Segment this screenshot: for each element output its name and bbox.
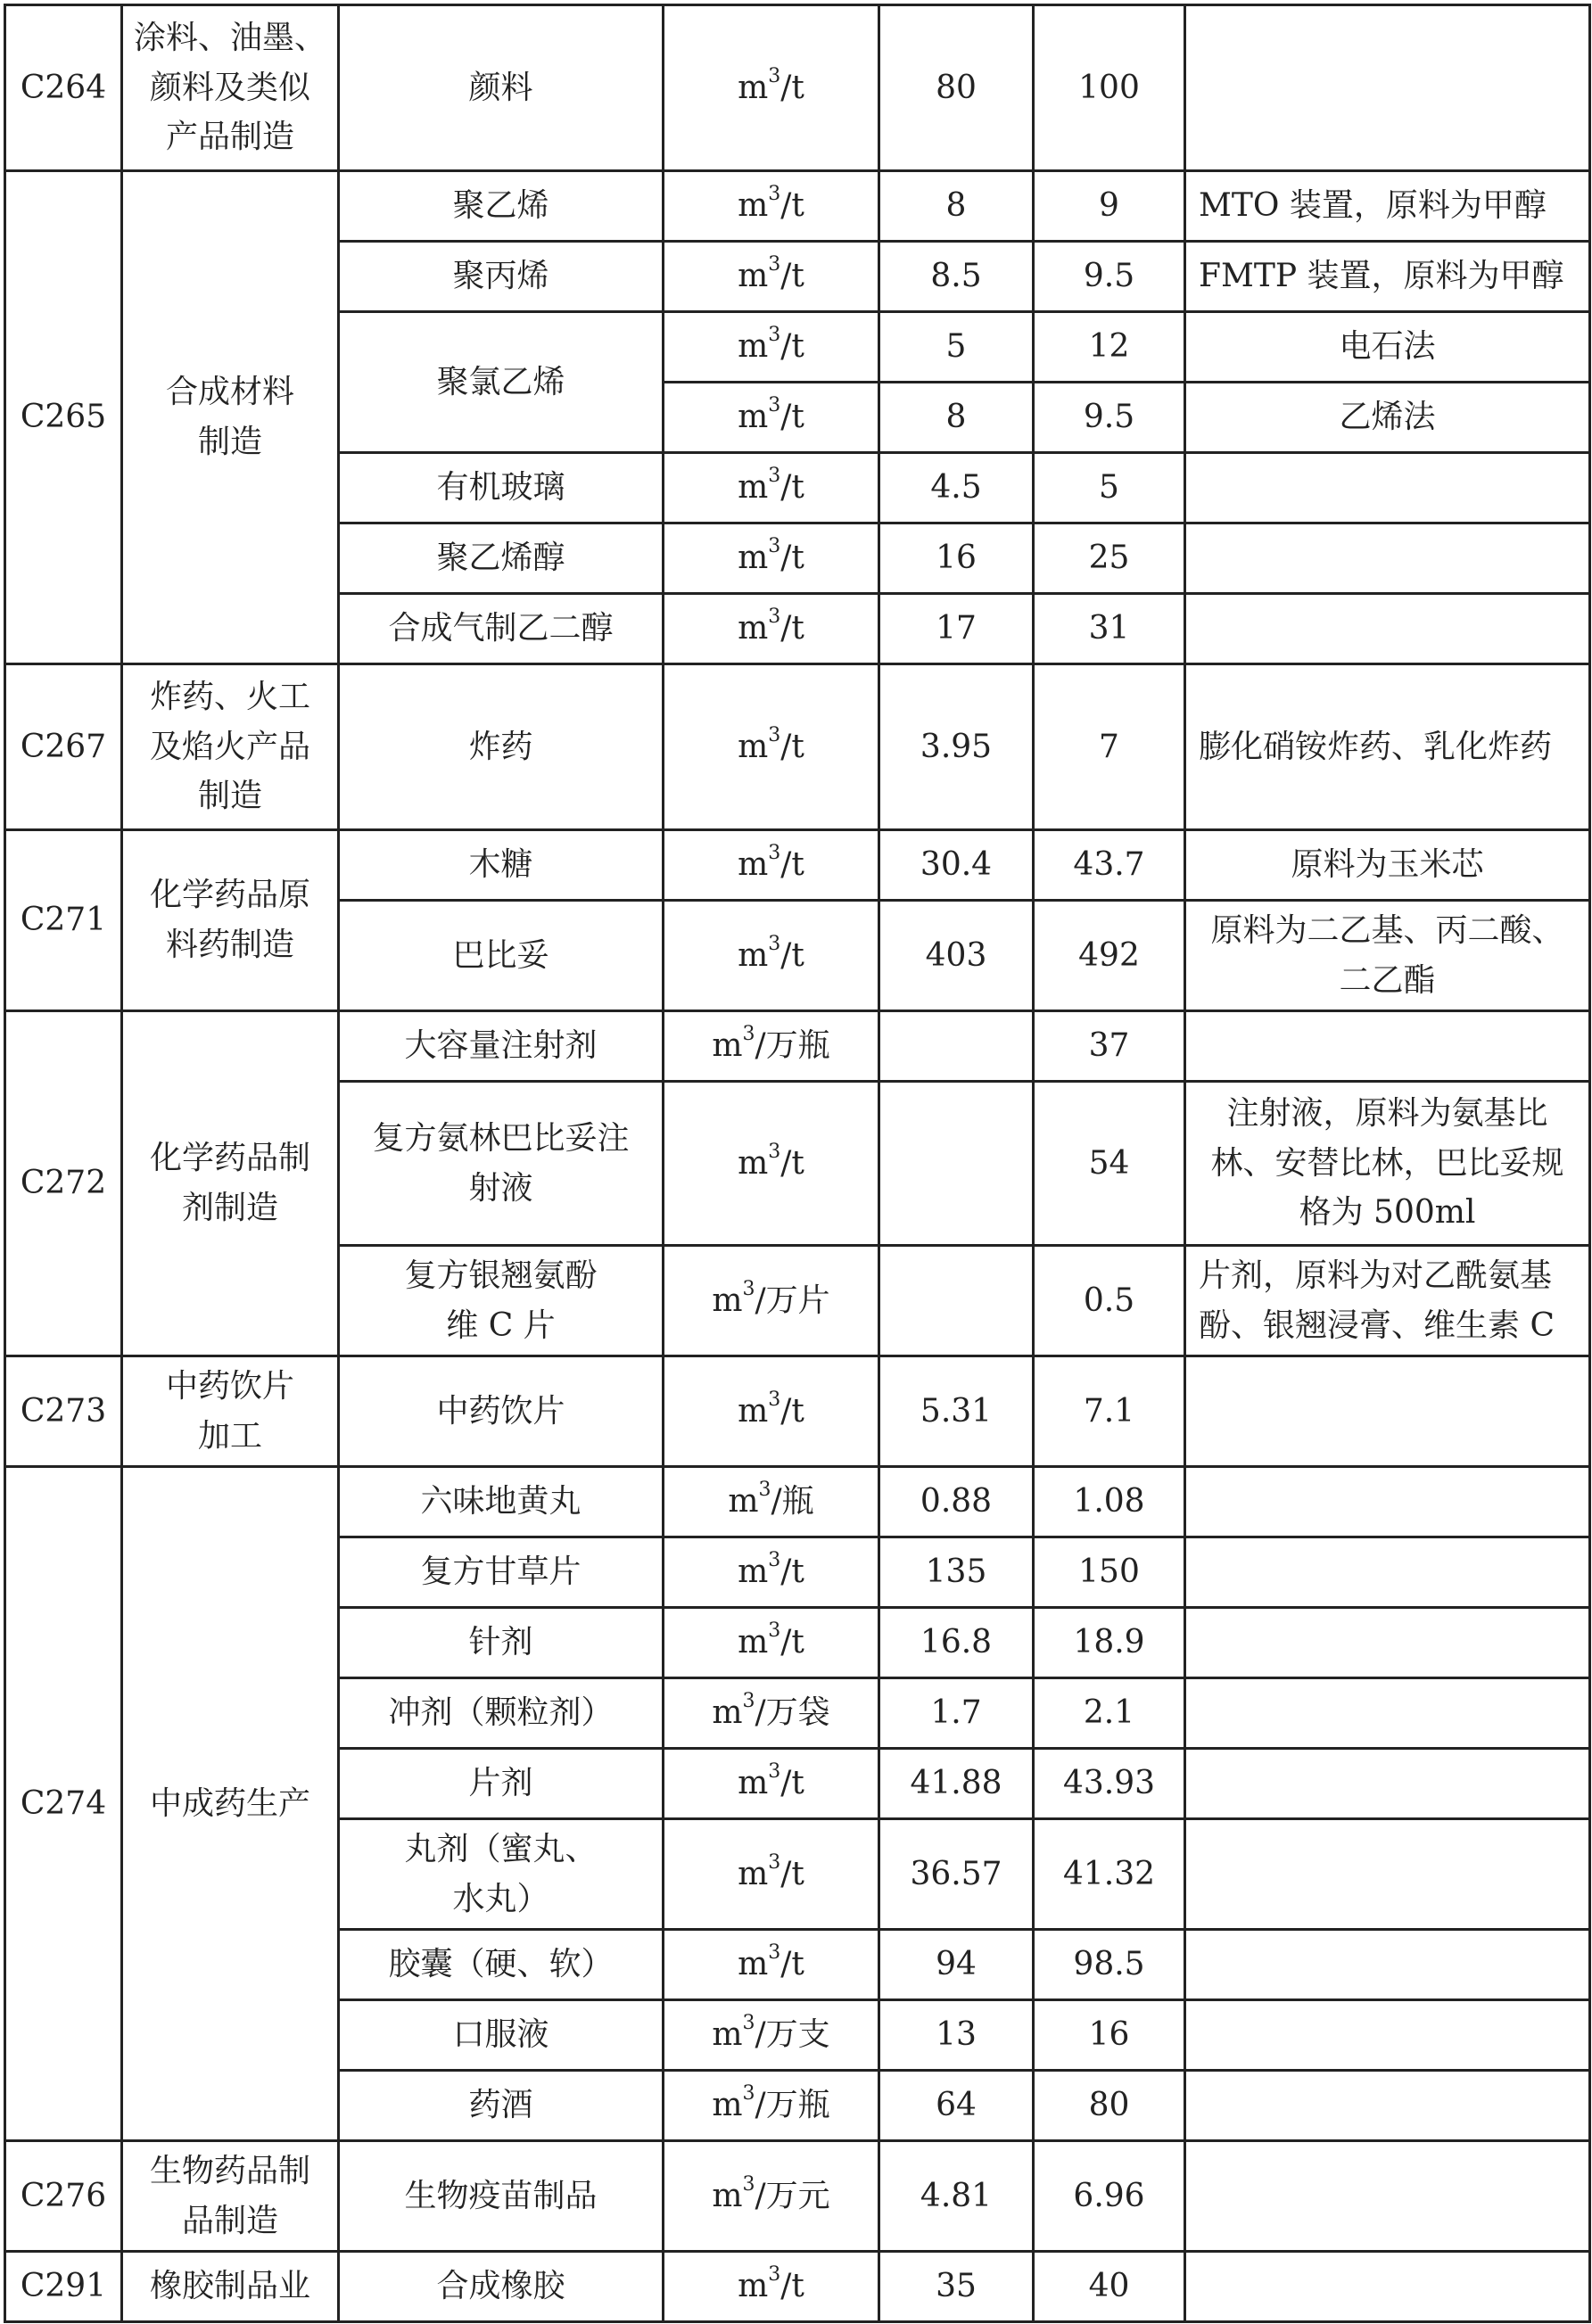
- product-name: 复方氨林巴比妥注 射液: [339, 1082, 664, 1246]
- general-value: 9.5: [1034, 383, 1185, 453]
- industry-code: C272: [5, 1011, 122, 1356]
- unit: $m^3/$万元: [712, 2172, 830, 2214]
- unit: $m^3/t$: [738, 465, 804, 507]
- general-value: 98.5: [1034, 1930, 1185, 2000]
- table-row: [5, 171, 1590, 242]
- advanced-value: 0.88: [879, 1467, 1034, 1537]
- industry-code: C291: [5, 2252, 122, 2322]
- unit-cell: [664, 2252, 879, 2322]
- advanced-value: 16: [879, 523, 1034, 594]
- general-value: 43.7: [1034, 830, 1185, 901]
- unit-cell: [664, 1246, 879, 1356]
- unit-cell: [664, 1819, 879, 1930]
- advanced-value: 403: [879, 901, 1034, 1011]
- general-value: 1.08: [1034, 1467, 1185, 1537]
- note-cell: [1185, 2071, 1590, 2141]
- advanced-value: 36.57: [879, 1819, 1034, 1930]
- industry-name: 生物药品制 品制造: [122, 2141, 339, 2252]
- unit-cell: [664, 1930, 879, 2000]
- industry-name: 化学药品原 料药制造: [122, 830, 339, 1011]
- unit: $m^3/t$: [738, 723, 804, 765]
- table-row: [5, 1011, 1590, 1082]
- unit-cell: [664, 523, 879, 594]
- unit-cell: [664, 171, 879, 242]
- unit: $m^3/t$: [738, 253, 804, 295]
- general-value: 100: [1034, 5, 1185, 171]
- unit-cell: [664, 1678, 879, 1749]
- industry-code: C273: [5, 1356, 122, 1467]
- advanced-value: 135: [879, 1537, 1034, 1608]
- product-name: 巴比妥: [339, 901, 664, 1011]
- note-cell: [1185, 2252, 1590, 2322]
- note-cell: 原料为二乙基、丙二酸、 二乙酯: [1185, 901, 1590, 1011]
- note-cell: 电石法: [1185, 312, 1590, 383]
- note-cell: MTO 装置，原料为甲醇: [1185, 171, 1590, 242]
- note-cell: [1185, 2000, 1590, 2071]
- general-value: 492: [1034, 901, 1185, 1011]
- product-name: 药酒: [339, 2071, 664, 2141]
- general-value: 150: [1034, 1537, 1185, 1608]
- unit: $m^3/t$: [738, 1140, 804, 1182]
- table-row: [5, 5, 1590, 171]
- industry-code: C276: [5, 2141, 122, 2252]
- general-value: 18.9: [1034, 1608, 1185, 1678]
- advanced-value: 35: [879, 2252, 1034, 2322]
- advanced-value: 16.8: [879, 1608, 1034, 1678]
- unit: $m^3/t$: [738, 324, 804, 366]
- unit-cell: [664, 2071, 879, 2141]
- table-row: [5, 664, 1590, 830]
- unit-cell: [664, 453, 879, 523]
- general-value: 7: [1034, 664, 1185, 830]
- unit: $m^3/t$: [738, 1941, 804, 1983]
- note-cell: 乙烯法: [1185, 383, 1590, 453]
- general-value: 0.5: [1034, 1246, 1185, 1356]
- product-name: 生物疫苗制品: [339, 2141, 664, 2252]
- table-row: [5, 2141, 1590, 2252]
- advanced-value: 13: [879, 2000, 1034, 2071]
- industry-name: 中成药生产: [122, 1467, 339, 2141]
- note-cell: [1185, 453, 1590, 523]
- general-value: 12: [1034, 312, 1185, 383]
- industry-code: C264: [5, 5, 122, 171]
- unit-cell: [664, 242, 879, 312]
- unit-cell: [664, 1608, 879, 1678]
- unit: $m^3/t$: [738, 535, 804, 577]
- unit-cell: [664, 2141, 879, 2252]
- unit: $m^3/$万袋: [712, 1690, 830, 1732]
- unit-cell: [664, 1749, 879, 1819]
- unit-cell: [664, 1082, 879, 1246]
- unit-cell: [664, 901, 879, 1011]
- general-value: 41.32: [1034, 1819, 1185, 1930]
- table-row: [5, 2252, 1590, 2322]
- industry-code: C265: [5, 171, 122, 664]
- industry-name: 中药饮片 加工: [122, 1356, 339, 1467]
- general-value: 80: [1034, 2071, 1185, 2141]
- general-value: 37: [1034, 1011, 1185, 1082]
- product-name: 聚氯乙烯: [339, 312, 664, 453]
- unit-cell: [664, 830, 879, 901]
- advanced-value: 17: [879, 594, 1034, 664]
- industry-name: 化学药品制 剂制造: [122, 1011, 339, 1356]
- unit-cell: [664, 594, 879, 664]
- note-cell: [1185, 1537, 1590, 1608]
- product-name: 胶囊（硬、软）: [339, 1930, 664, 2000]
- general-value: 31: [1034, 594, 1185, 664]
- general-value: 16: [1034, 2000, 1185, 2071]
- note-cell: [1185, 1608, 1590, 1678]
- water-quota-table: [4, 4, 1591, 2323]
- note-cell: 膨化硝铵炸药、乳化炸药: [1185, 664, 1590, 830]
- note-cell: 原料为玉米芯: [1185, 830, 1590, 901]
- unit: $m^3/$万支: [712, 2012, 830, 2054]
- unit: $m^3/t$: [738, 183, 804, 225]
- product-name: 片剂: [339, 1749, 664, 1819]
- industry-name: 涂料、油墨、 颜料及类似 产品制造: [122, 5, 339, 171]
- product-name: 复方银翘氨酚 维 C 片: [339, 1246, 664, 1356]
- advanced-value: 41.88: [879, 1749, 1034, 1819]
- note-cell: [1185, 1467, 1590, 1537]
- industry-name: 合成材料 制造: [122, 171, 339, 664]
- product-name: 丸剂（蜜丸、 水丸）: [339, 1819, 664, 1930]
- product-name: 口服液: [339, 2000, 664, 2071]
- product-name: 六味地黄丸: [339, 1467, 664, 1537]
- advanced-value: 8.5: [879, 242, 1034, 312]
- note-cell: [1185, 1749, 1590, 1819]
- unit-cell: [664, 312, 879, 383]
- general-value: 9: [1034, 171, 1185, 242]
- unit: $m^3/t$: [738, 394, 804, 436]
- advanced-value: 80: [879, 5, 1034, 171]
- note-cell: [1185, 1678, 1590, 1749]
- industry-code: C267: [5, 664, 122, 830]
- unit: $m^3/t$: [738, 842, 804, 884]
- unit-cell: [664, 2000, 879, 2071]
- table-body: [5, 5, 1590, 2322]
- note-cell: [1185, 1011, 1590, 1082]
- unit: $m^3/t$: [738, 1760, 804, 1802]
- unit: $m^3/t$: [738, 2263, 804, 2305]
- unit-cell: [664, 1537, 879, 1608]
- note-cell: [1185, 2141, 1590, 2252]
- advanced-value: 94: [879, 1930, 1034, 2000]
- general-value: 25: [1034, 523, 1185, 594]
- advanced-value: 30.4: [879, 830, 1034, 901]
- industry-name: 橡胶制品业: [122, 2252, 339, 2322]
- advanced-value: 5: [879, 312, 1034, 383]
- product-name: 针剂: [339, 1608, 664, 1678]
- advanced-value: 8: [879, 171, 1034, 242]
- product-name: 大容量注射剂: [339, 1011, 664, 1082]
- product-name: 聚乙烯: [339, 171, 664, 242]
- industry-name: 炸药、火工 及焰火产品 制造: [122, 664, 339, 830]
- general-value: 43.93: [1034, 1749, 1185, 1819]
- unit-cell: [664, 383, 879, 453]
- advanced-value: [879, 1011, 1034, 1082]
- unit: $m^3/t$: [738, 64, 804, 106]
- unit: $m^3/t$: [738, 1850, 804, 1892]
- general-value: 40: [1034, 2252, 1185, 2322]
- general-value: 2.1: [1034, 1678, 1185, 1749]
- product-name: 冲剂（颗粒剂）: [339, 1678, 664, 1749]
- product-name: 聚丙烯: [339, 242, 664, 312]
- industry-code: C274: [5, 1467, 122, 2141]
- product-name: 有机玻璃: [339, 453, 664, 523]
- unit: $m^3/$瓶: [728, 1479, 814, 1520]
- unit: $m^3/$万瓶: [712, 1023, 830, 1065]
- product-name: 中药饮片: [339, 1356, 664, 1467]
- advanced-value: 3.95: [879, 664, 1034, 830]
- note-cell: [1185, 1819, 1590, 1930]
- unit-cell: [664, 1011, 879, 1082]
- unit: $m^3/$万片: [712, 1277, 830, 1319]
- table-row: [5, 1467, 1590, 1537]
- unit-cell: [664, 1467, 879, 1537]
- note-cell: 片剂，原料为对乙酰氨基 酚、银翘浸膏、维生素 C: [1185, 1246, 1590, 1356]
- unit: $m^3/$万瓶: [712, 2082, 830, 2124]
- note-cell: [1185, 1356, 1590, 1467]
- product-name: 复方甘草片: [339, 1537, 664, 1608]
- general-value: 6.96: [1034, 2141, 1185, 2252]
- note-cell: [1185, 523, 1590, 594]
- product-name: 聚乙烯醇: [339, 523, 664, 594]
- note-cell: [1185, 1930, 1590, 2000]
- advanced-value: 5.31: [879, 1356, 1034, 1467]
- note-cell: FMTP 装置，原料为甲醇: [1185, 242, 1590, 312]
- advanced-value: 8: [879, 383, 1034, 453]
- advanced-value: 64: [879, 2071, 1034, 2141]
- unit: $m^3/t$: [738, 932, 804, 974]
- advanced-value: 4.5: [879, 453, 1034, 523]
- industry-code: C271: [5, 830, 122, 1011]
- unit: $m^3/t$: [738, 1619, 804, 1661]
- note-cell: 注射液，原料为氨基比 林、安替比林，巴比妥规 格为 500ml: [1185, 1082, 1590, 1246]
- product-name: 炸药: [339, 664, 664, 830]
- unit-cell: [664, 664, 879, 830]
- general-value: 54: [1034, 1082, 1185, 1246]
- table-row: [5, 1356, 1590, 1467]
- advanced-value: [879, 1246, 1034, 1356]
- unit-cell: [664, 5, 879, 171]
- note-cell: [1185, 594, 1590, 664]
- note-cell: [1185, 5, 1590, 171]
- advanced-value: [879, 1082, 1034, 1246]
- unit: $m^3/t$: [738, 1388, 804, 1430]
- advanced-value: 4.81: [879, 2141, 1034, 2252]
- general-value: 7.1: [1034, 1356, 1185, 1467]
- product-name: 合成橡胶: [339, 2252, 664, 2322]
- general-value: 9.5: [1034, 242, 1185, 312]
- table-row: [5, 830, 1590, 901]
- unit: $m^3/t$: [738, 1549, 804, 1591]
- product-name: 木糖: [339, 830, 664, 901]
- unit: $m^3/t$: [738, 606, 804, 647]
- advanced-value: 1.7: [879, 1678, 1034, 1749]
- product-name: 颜料: [339, 5, 664, 171]
- general-value: 5: [1034, 453, 1185, 523]
- unit-cell: [664, 1356, 879, 1467]
- product-name: 合成气制乙二醇: [339, 594, 664, 664]
